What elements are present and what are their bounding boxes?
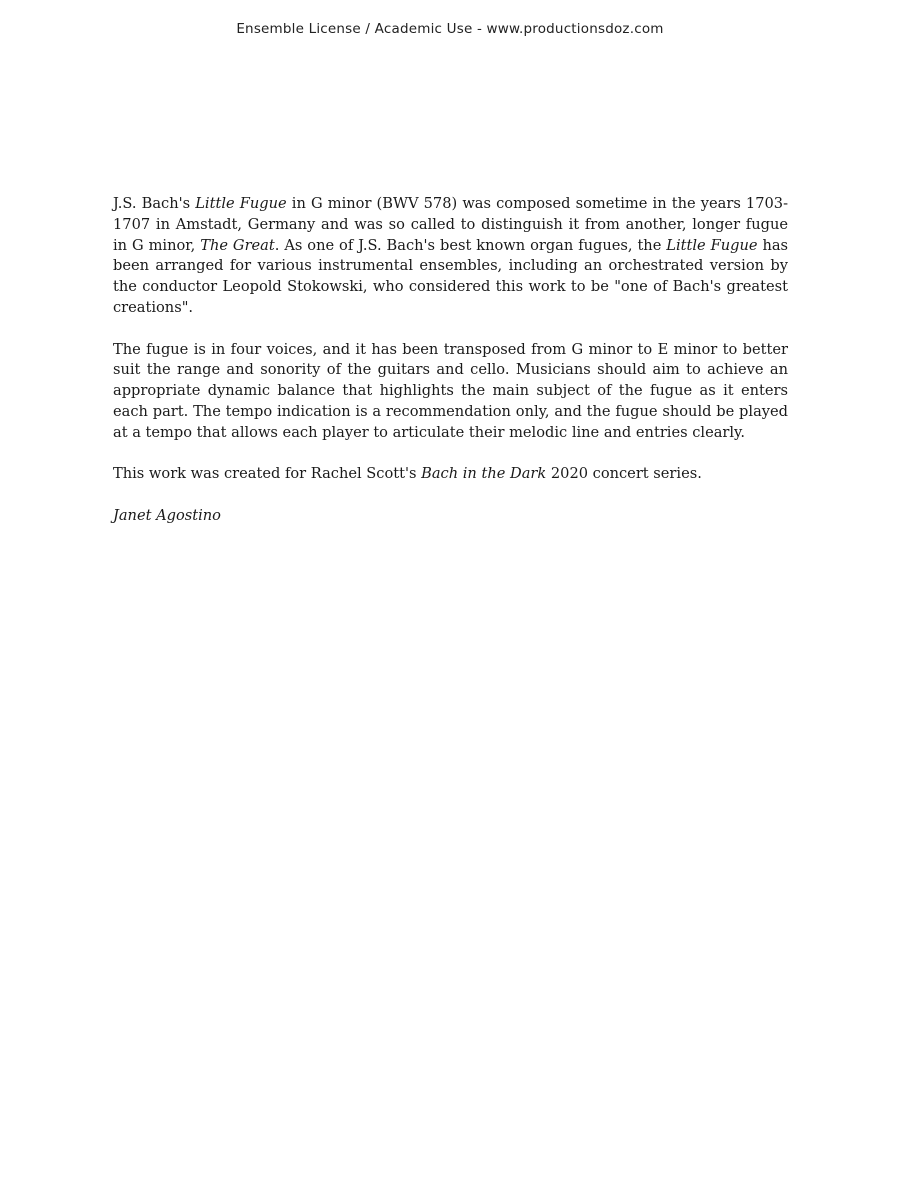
text-run: has been arranged for various instrumental ensembles, including an orchestrated version by the conductor Leopold Stokowski, who considered this work to be "one of Bach's greatest creations". [113,236,789,316]
work-title-italic: Little Fugue [666,236,758,254]
text-run: in G minor (BWV 578) was composed sometime in the years 1703-1707 in Amstadt, Germany and was so called to distinguish it from another, longer fugue in G minor, [113,195,789,254]
text-run: J.S. Bach's [113,195,196,212]
work-title-italic: The Great [200,236,275,254]
notes-paragraph-history [113,194,788,319]
text-run: . As one of J.S. Bach's best known organ fugues, the [274,236,667,254]
notes-paragraph-performance: The fugue is in four voices, and it has been transposed from G minor to E minor to better suit the range and sonority of the guitars and cello. Musicians should aim to achieve an appropriate dynamic balance that highlights the main subject of the fugue as it enters each part. The tempo indication is a recommendation only, and the fugue should be played at a tempo that allows each player to articulate their melodic line and entries clearly. [113,340,788,441]
program-notes [113,194,788,548]
text-run: 2020 concert series. [546,465,702,483]
license-header: Ensemble License / Academic Use - www.productionsdoz.com [236,21,664,37]
notes-paragraph-dedication [113,464,788,485]
author-signature: Janet Agostino [113,506,221,524]
work-title-italic: Little Fugue [195,195,287,212]
text-run: This work was created for Rachel Scott's [113,465,422,483]
series-title-italic: Bach in the Dark [421,465,547,483]
